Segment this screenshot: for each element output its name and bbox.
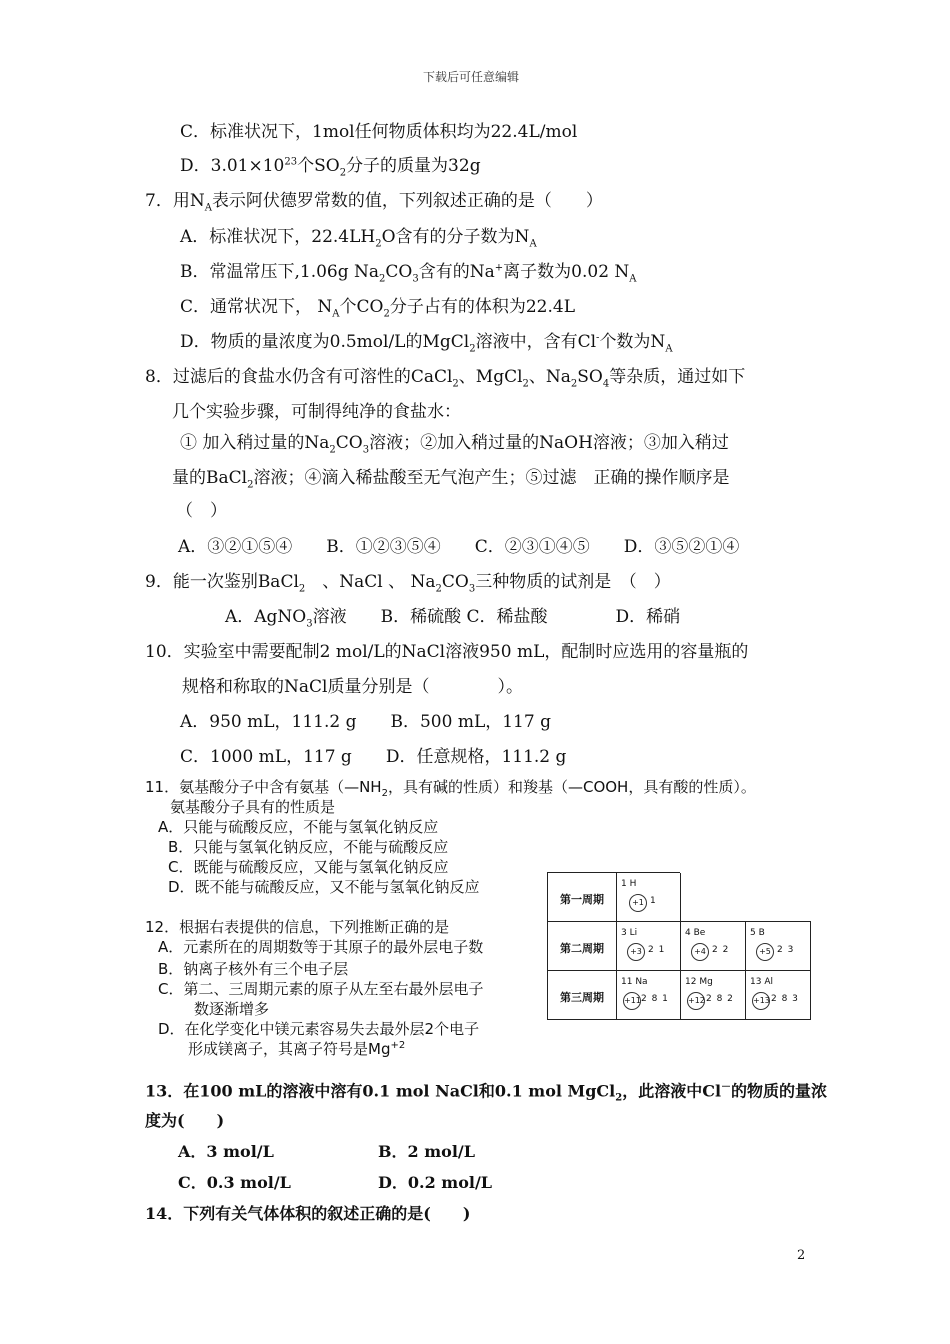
q7-stem: 7．用$N_A$表示阿伏德罗常数的值，下列叙述正确的是（ ） (145, 191, 603, 214)
element-label: 12 Mg (685, 977, 713, 987)
q12-stem: 12．根据右表提供的信息，下列推断正确的是 (145, 918, 450, 936)
element-cell-mg (680, 970, 746, 1020)
q10-stem-line1: 10．实验室中需要配制2 mol/L的NaCl溶液950 mL，配制时应选用的容量瓶的 (145, 642, 749, 662)
q13-stem-line2: 度为( ) (145, 1111, 225, 1130)
q14-stem: 14．下列有关气体体积的叙述正确的是( ) (145, 1204, 471, 1223)
q8-answer-blank: （ ） (176, 501, 227, 521)
page-number: 2 (797, 1248, 806, 1263)
q11-stem-line2: 氨基酸分子具有的性质是 (170, 798, 336, 816)
q9-options: A．AgNO$_3$溶液 B．稀硫酸 C．稀盐酸 D．稀硝 (225, 607, 681, 630)
electron-shells: 2 8 2 (706, 994, 734, 1004)
q13-option-b: B．2 mol/L (378, 1142, 476, 1161)
q7-option-c: C．通常状况下， $N_A$个$CO_2$分子占有的体积为22.4L (180, 297, 575, 320)
element-label: 13 Al (750, 977, 773, 987)
q11-option-c: C．既能与硫酸反应，又能与氢氧化钠反应 (168, 858, 449, 876)
element-label: 3 Li (621, 928, 638, 938)
q6-option-d: D．$3.01\times 10^{23}$个$SO_2$分子的质量为32g (180, 156, 481, 179)
electron-shells: 1 (650, 896, 657, 906)
atom-nucleus: +12 (687, 992, 705, 1010)
element-cell-b (745, 921, 811, 971)
row-label-cell (547, 970, 617, 1020)
page-header-note: 下载后可任意编辑 (423, 70, 520, 84)
q13-option-c: C．0.3 mol/L (178, 1173, 291, 1192)
row-label-cell (547, 872, 617, 922)
q8-options: A．③②①⑤④ B．①②③⑤④ C．②③①④⑤ D．③⑤②①④ (178, 537, 740, 557)
atom-nucleus: +4 (691, 943, 709, 961)
q12-option-c-line1: C．第二、三周期元素的原子从左至右最外层电子 (158, 980, 484, 998)
q13-option-a: A．3 mol/L (178, 1142, 274, 1161)
q9-stem: 9．能一次鉴别BaCl$_2$ 、NaCl 、 $Na_2CO_3$三种物质的试剂是 （ ） (145, 572, 671, 595)
atom-nucleus: +3 (627, 943, 645, 961)
periodic-table-figure (547, 872, 811, 1020)
q12-option-d-line2: 形成镁离子，其离子符号是$Mg^{+2}$ (188, 1040, 406, 1058)
electron-shells: 2 8 3 (771, 994, 799, 1004)
atom-nucleus: +1 (629, 894, 647, 912)
element-cell-li (616, 921, 681, 971)
q12-option-a: A．元素所在的周期数等于其原子的最外层电子数 (158, 938, 484, 956)
element-label: 5 B (750, 928, 765, 938)
electron-shells: 2 2 (712, 945, 730, 955)
element-label: 4 Be (685, 928, 706, 938)
q13-stem-line1: 13．在100 mL的溶液中溶有0.1 mol NaCl和0.1 mol MgCl$_2$，此溶液中Cl－的物质的量浓 (145, 1081, 828, 1104)
element-label: 11 Na (621, 977, 648, 987)
q6-option-c: C．标准状况下，1mol任何物质体积均为22.4L/mol (180, 122, 578, 142)
element-cell-na (616, 970, 681, 1020)
q7-option-a: A．标准状况下，$22.4LH_2O$含有的分子数为$N_A$ (180, 227, 537, 250)
q12-option-b: B．钠离子核外有三个电子层 (158, 960, 349, 978)
q11-option-b: B．只能与氢氧化钠反应，不能与硫酸反应 (168, 838, 449, 856)
q11-option-d: D．既不能与硫酸反应，又不能与氢氧化钠反应 (168, 878, 480, 896)
q10-stem-line2: 规格和称取的NaCl质量分别是（ ）。 (182, 677, 523, 697)
row-label: 第三周期 (560, 991, 604, 1004)
row-label: 第一周期 (560, 893, 604, 906)
electron-shells: 2 1 (648, 945, 666, 955)
q8-steps-line1: ① 加入稍过量的$Na_2CO_3$溶液；②加入稍过量的NaOH溶液；③加入稍过 (180, 433, 729, 456)
row-label: 第二周期 (560, 942, 604, 955)
element-label: 1 H (621, 879, 637, 889)
atom-nucleus: +11 (623, 992, 641, 1010)
q10-options-ab: A．950 mL，111.2 g B．500 mL，117 g (180, 712, 551, 732)
empty-cell (680, 872, 811, 922)
atom-nucleus: +5 (756, 943, 774, 961)
q10-options-cd: C．1000 mL，117 g D．任意规格，111.2 g (180, 747, 567, 767)
atom-nucleus: +13 (752, 992, 770, 1010)
q8-stem-line2: 几个实验步骤，可制得纯净的食盐水： (172, 402, 461, 422)
row-label-cell (547, 921, 617, 971)
electron-shells: 2 8 1 (641, 994, 669, 1004)
element-cell-al (745, 970, 811, 1020)
q11-option-a: A．只能与硫酸反应，不能与氢氧化钠反应 (158, 818, 439, 836)
element-cell-be (680, 921, 746, 971)
q8-steps-line2: 量的BaCl$_2$溶液；④滴入稀盐酸至无气泡产生；⑤过滤 正确的操作顺序是 (172, 468, 730, 491)
q12-option-d-line1: D．在化学变化中镁元素容易失去最外层2个电子 (158, 1020, 480, 1038)
q13-option-d: D．0.2 mol/L (378, 1173, 493, 1192)
electron-shells: 2 3 (777, 945, 795, 955)
element-cell-h (616, 872, 681, 922)
q8-stem-line1: 8．过滤后的食盐水仍含有可溶性的CaCl$_2$、MgCl$_2$、$Na_2SO_4$等杂质，通过如下 (145, 367, 746, 390)
q11-stem-line1: 11．氨基酸分子中含有氨基（$—NH_2$，具有碱的性质）和羧基（—COOH，具有酸的性质）。 (145, 778, 756, 799)
q12-option-c-line2: 数逐渐增多 (194, 1000, 270, 1018)
q7-option-b: B．常温常压下,1.06g $Na_2CO_3$含有的Na+离子数为0.02 $N_A$ (180, 262, 637, 285)
q7-option-d: D．物质的量浓度为0.5mol/L的MgCl$_2$溶液中，含有Cl-个数为$N_A$ (180, 332, 673, 355)
